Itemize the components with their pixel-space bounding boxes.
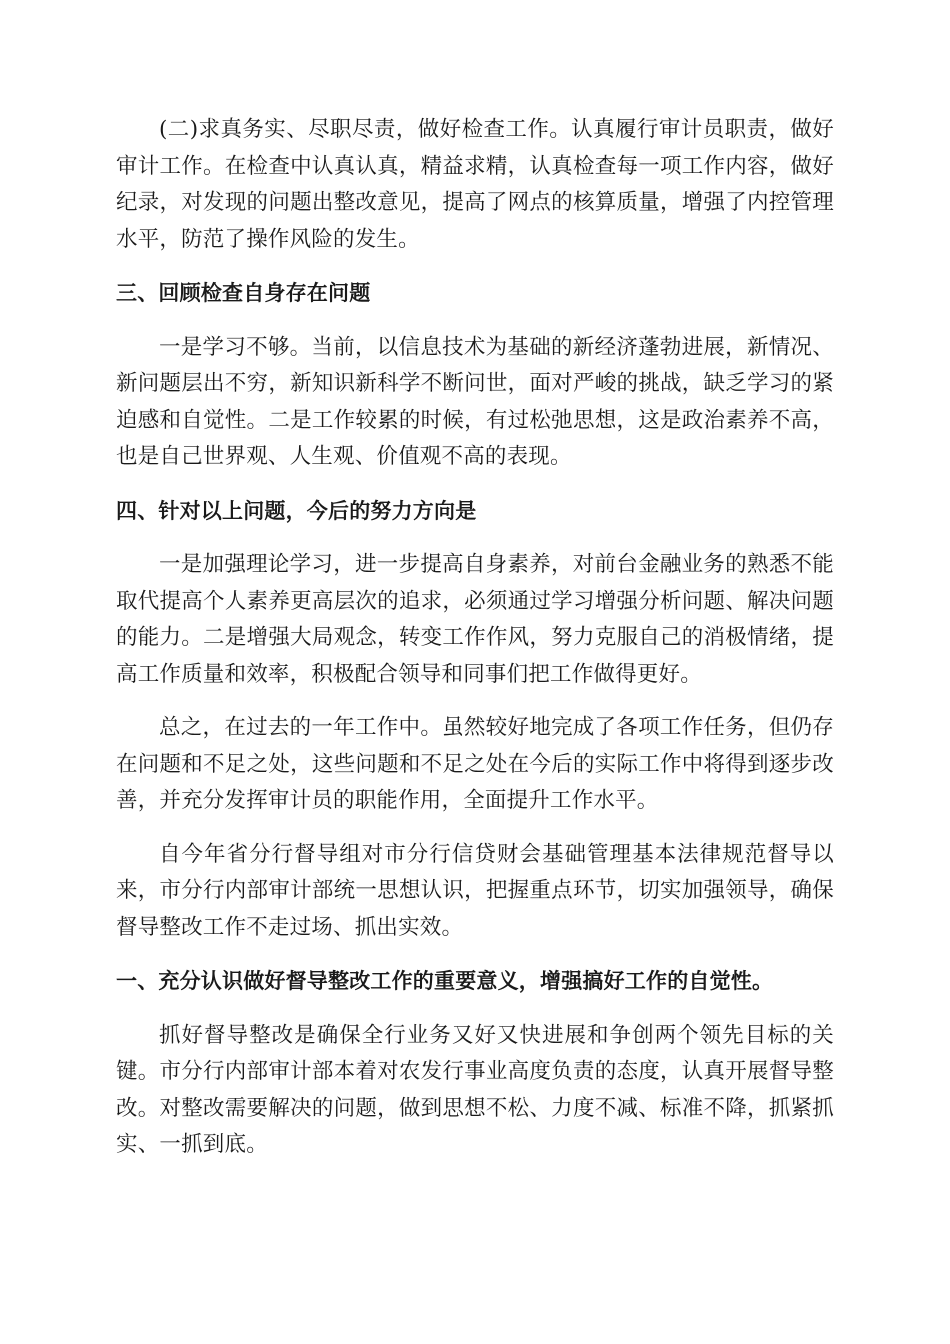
paragraph-intro: 自今年省分行督导组对市分行信贷财会基础管理基本法律规范督导以来，市分行内部审计部统一思想认识，把握重点环节，切实加强领导，确保督导整改工作不走过场、抓出实效。 — [116, 841, 834, 940]
paragraph-audit-work: (二)求真务实、尽职尽责，做好检查工作。认真履行审计员职责，做好审计工作。在检查中认真认真，精益求精，认真检查每一项工作内容，做好纪录，对发现的问题出整改意见，提高了网点的核算质量，增强了内控管理水平，防范了操作风险的发生。 — [116, 117, 834, 252]
heading-self-problems: 三、回顾检查自身存在问题 — [116, 281, 371, 305]
heading-future-direction: 四、针对以上问题，今后的努力方向是 — [116, 498, 477, 523]
heading-significance: 一、充分认识做好督导整改工作的重要意义，增强搞好工作的自觉性。 — [116, 969, 774, 993]
paragraph-significance: 抓好督导整改是确保全行业务又好又快进展和争创两个领先目标的关键。市分行内部审计部本着对农发行事业高度负责的态度，认真开展督导整改。对整改需要解决的问题，做到思想不松、力度不减、标准不降，抓紧抓实、一抓到底。 — [116, 1022, 834, 1157]
paragraph-self-problems: 一是学习不够。当前，以信息技术为基础的新经济蓬勃进展，新情况、新问题层出不穷，新知识新科学不断问世，面对严峻的挑战，缺乏学习的紧迫感和自觉性。二是工作较累的时候，有过松弛思想，这是政治素养不高，也是自己世界观、人生观、价值观不高的表现。 — [116, 334, 834, 469]
paragraph-summary: 总之，在过去的一年工作中。虽然较好地完成了各项工作任务，但仍存在问题和不足之处，这些问题和不足之处在今后的实际工作中将得到逐步改善，并充分发挥审计员的职能作用，全面提升工作水平。 — [116, 715, 834, 813]
document-page — [116, 112, 834, 1164]
paragraph-future-direction: 一是加强理论学习，进一步提高自身素养，对前台金融业务的熟悉不能取代提高个人素养更高层次的追求，必须通过学习增强分析问题、解决问题的能力。二是增强大局观念，转变工作作风，努力克服自己的消极情绪，提高工作质量和效率，积极配合领导和同事们把工作做得更好。 — [116, 552, 834, 687]
